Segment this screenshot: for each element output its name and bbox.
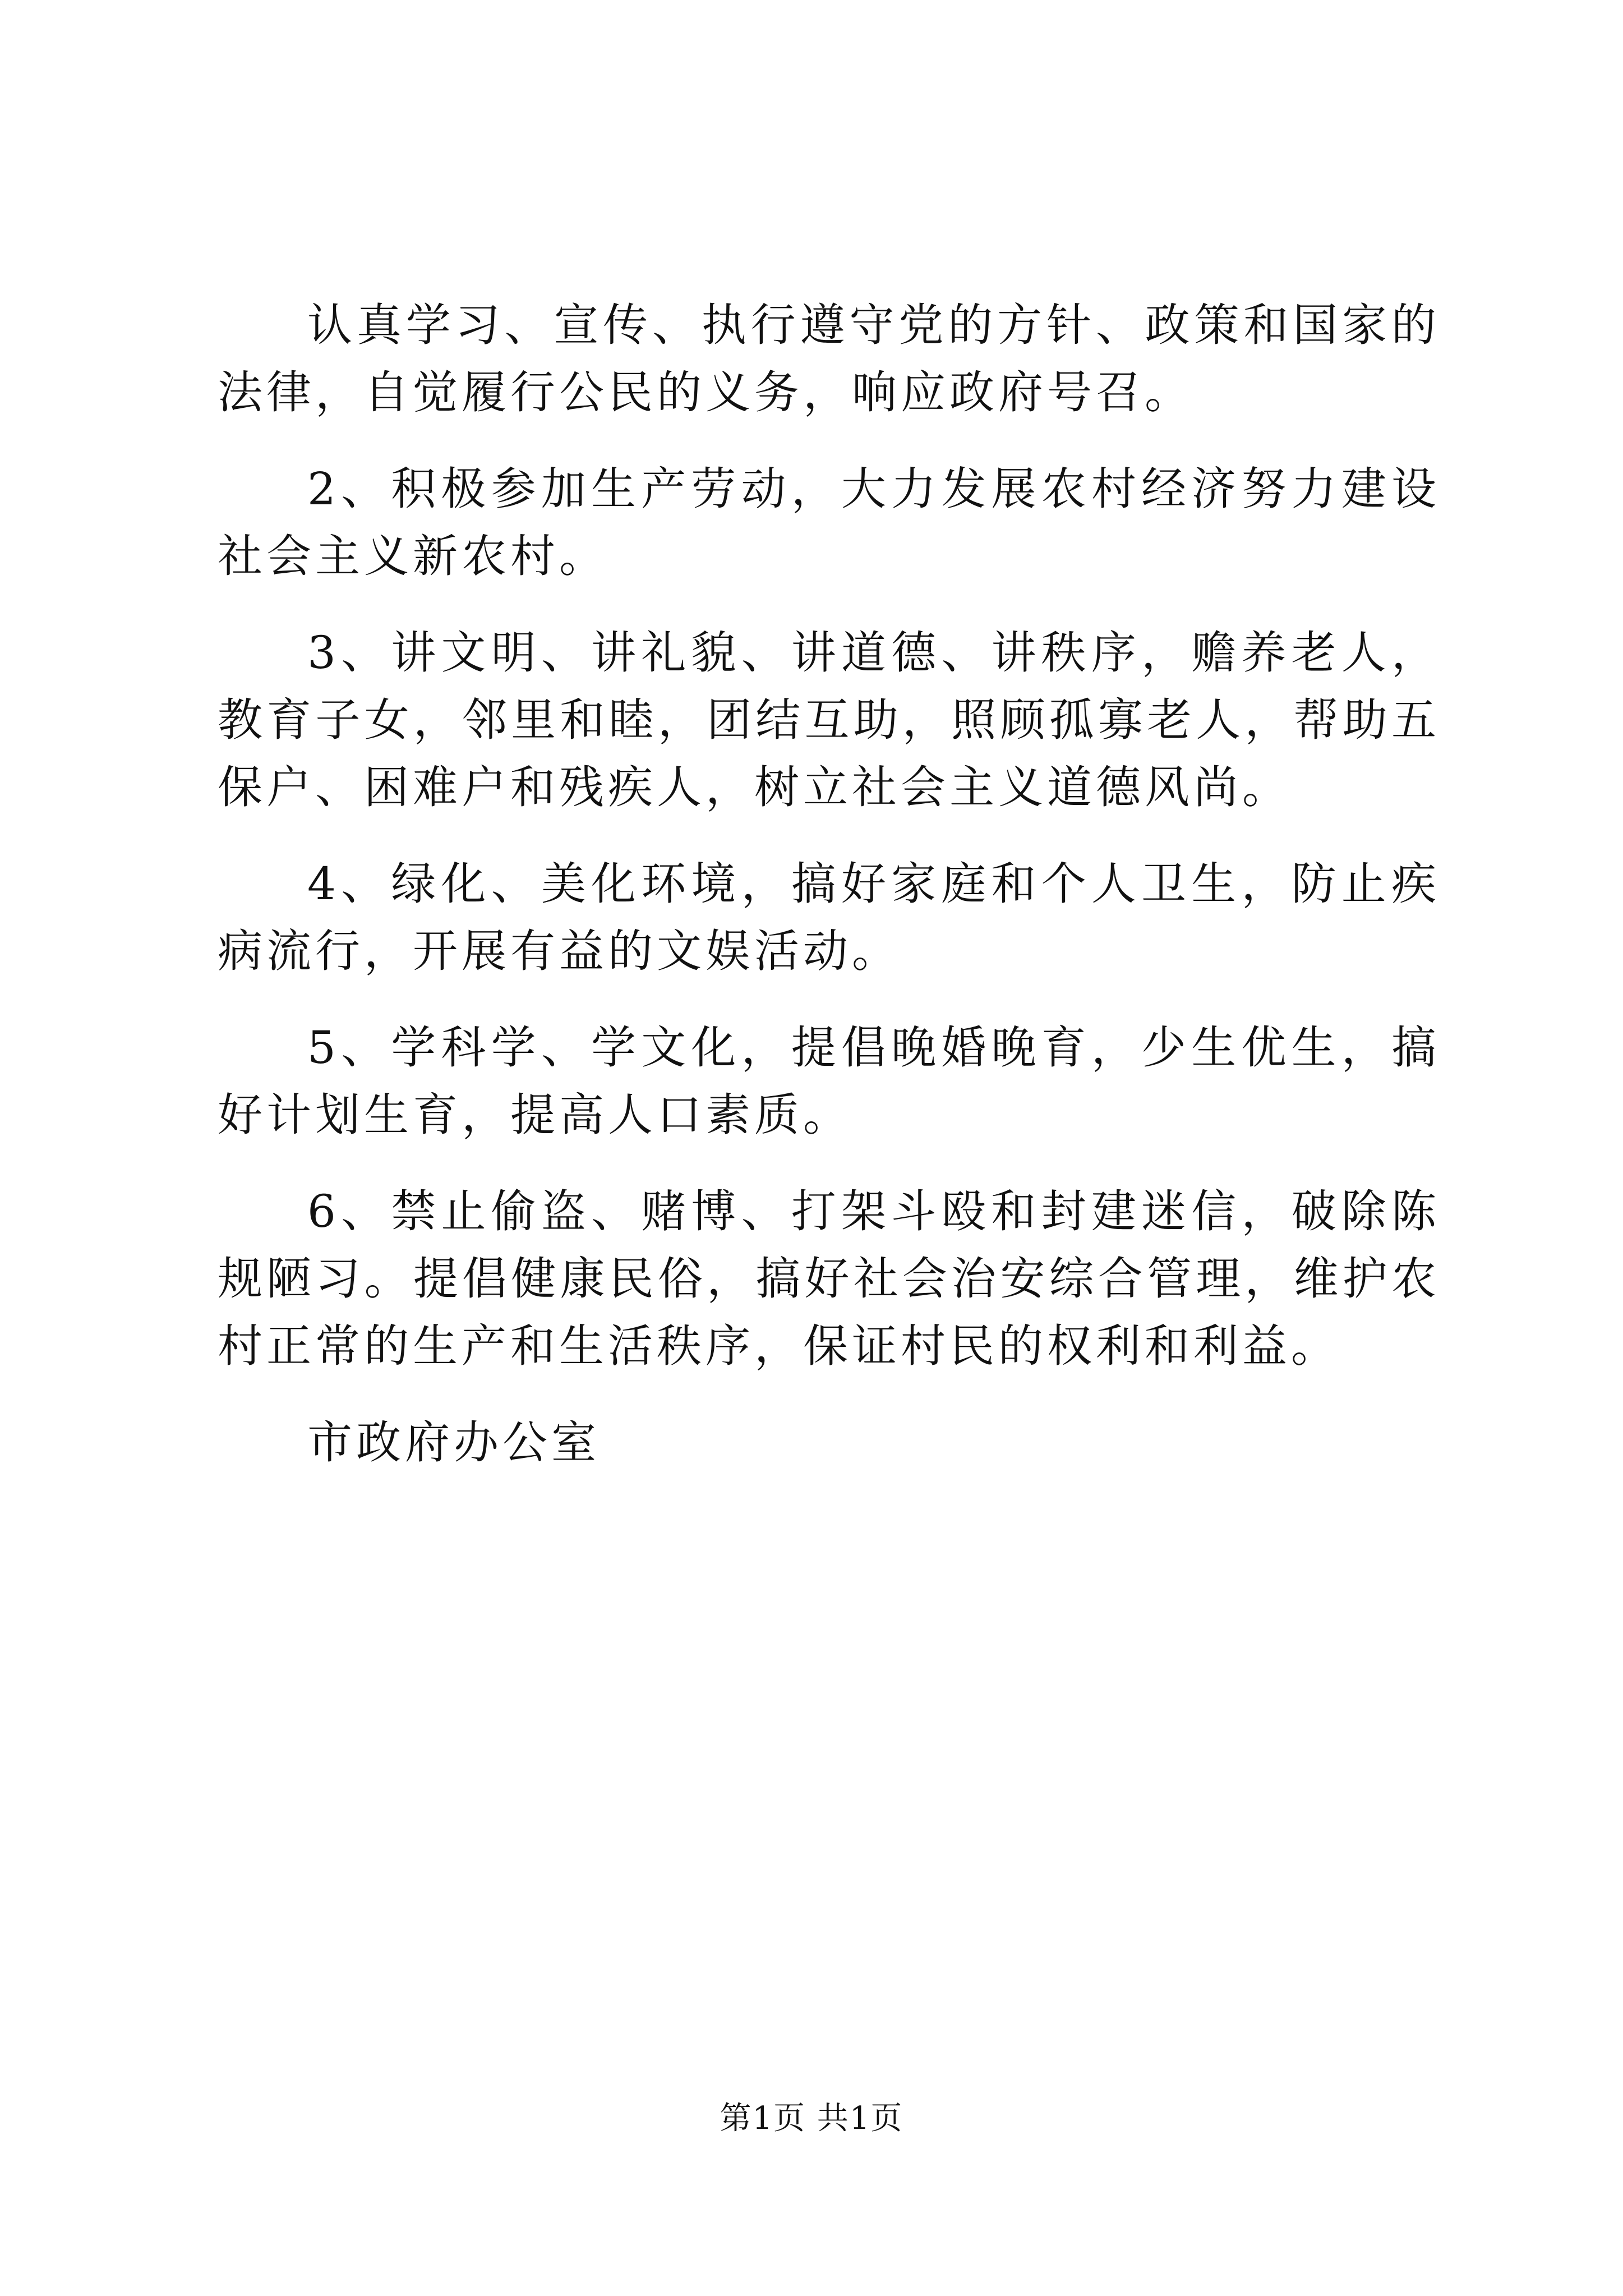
paragraph-item-4: 4、绿化、美化环境，搞好家庭和个人卫生，防止疾病流行，开展有益的文娱活动。 xyxy=(218,858,1440,977)
paragraph-item-5: 5、学科学、学文化，提倡晚婚晚育，少生优生，搞好计划生育，提高人口素质。 xyxy=(218,1022,1440,1141)
paragraph-item-3: 3、讲文明、讲礼貌、讲道德、讲秩序，赡养老人，教育子女，邻里和睦，团结互助，照顾孤寡老人，帮助五保户、困难户和残疾人，树立社会主义道德风尚。 xyxy=(218,627,1440,813)
paragraph-item-6: 6、禁止偷盗、赌博、打架斗殴和封建迷信，破除陈规陋习。提倡健康民俗，搞好社会治安综合管理，维护农村正常的生产和生活秩序，保证村民的权利和利益。 xyxy=(218,1185,1440,1372)
page-number-label: 第1页 共1页 xyxy=(720,2100,903,2137)
paragraph-intro: 认真学习、宣传、执行遵守党的方针、政策和国家的法律，自觉履行公民的义务，响应政府号召。 xyxy=(218,299,1440,418)
page-footer xyxy=(0,2099,1623,2138)
document-body xyxy=(218,292,1440,1521)
signature-issuer: 市政府办公室 xyxy=(307,1416,600,1469)
paragraph-item-2: 2、积极参加生产劳动，大力发展农村经济努力建设社会主义新农村。 xyxy=(218,463,1440,582)
